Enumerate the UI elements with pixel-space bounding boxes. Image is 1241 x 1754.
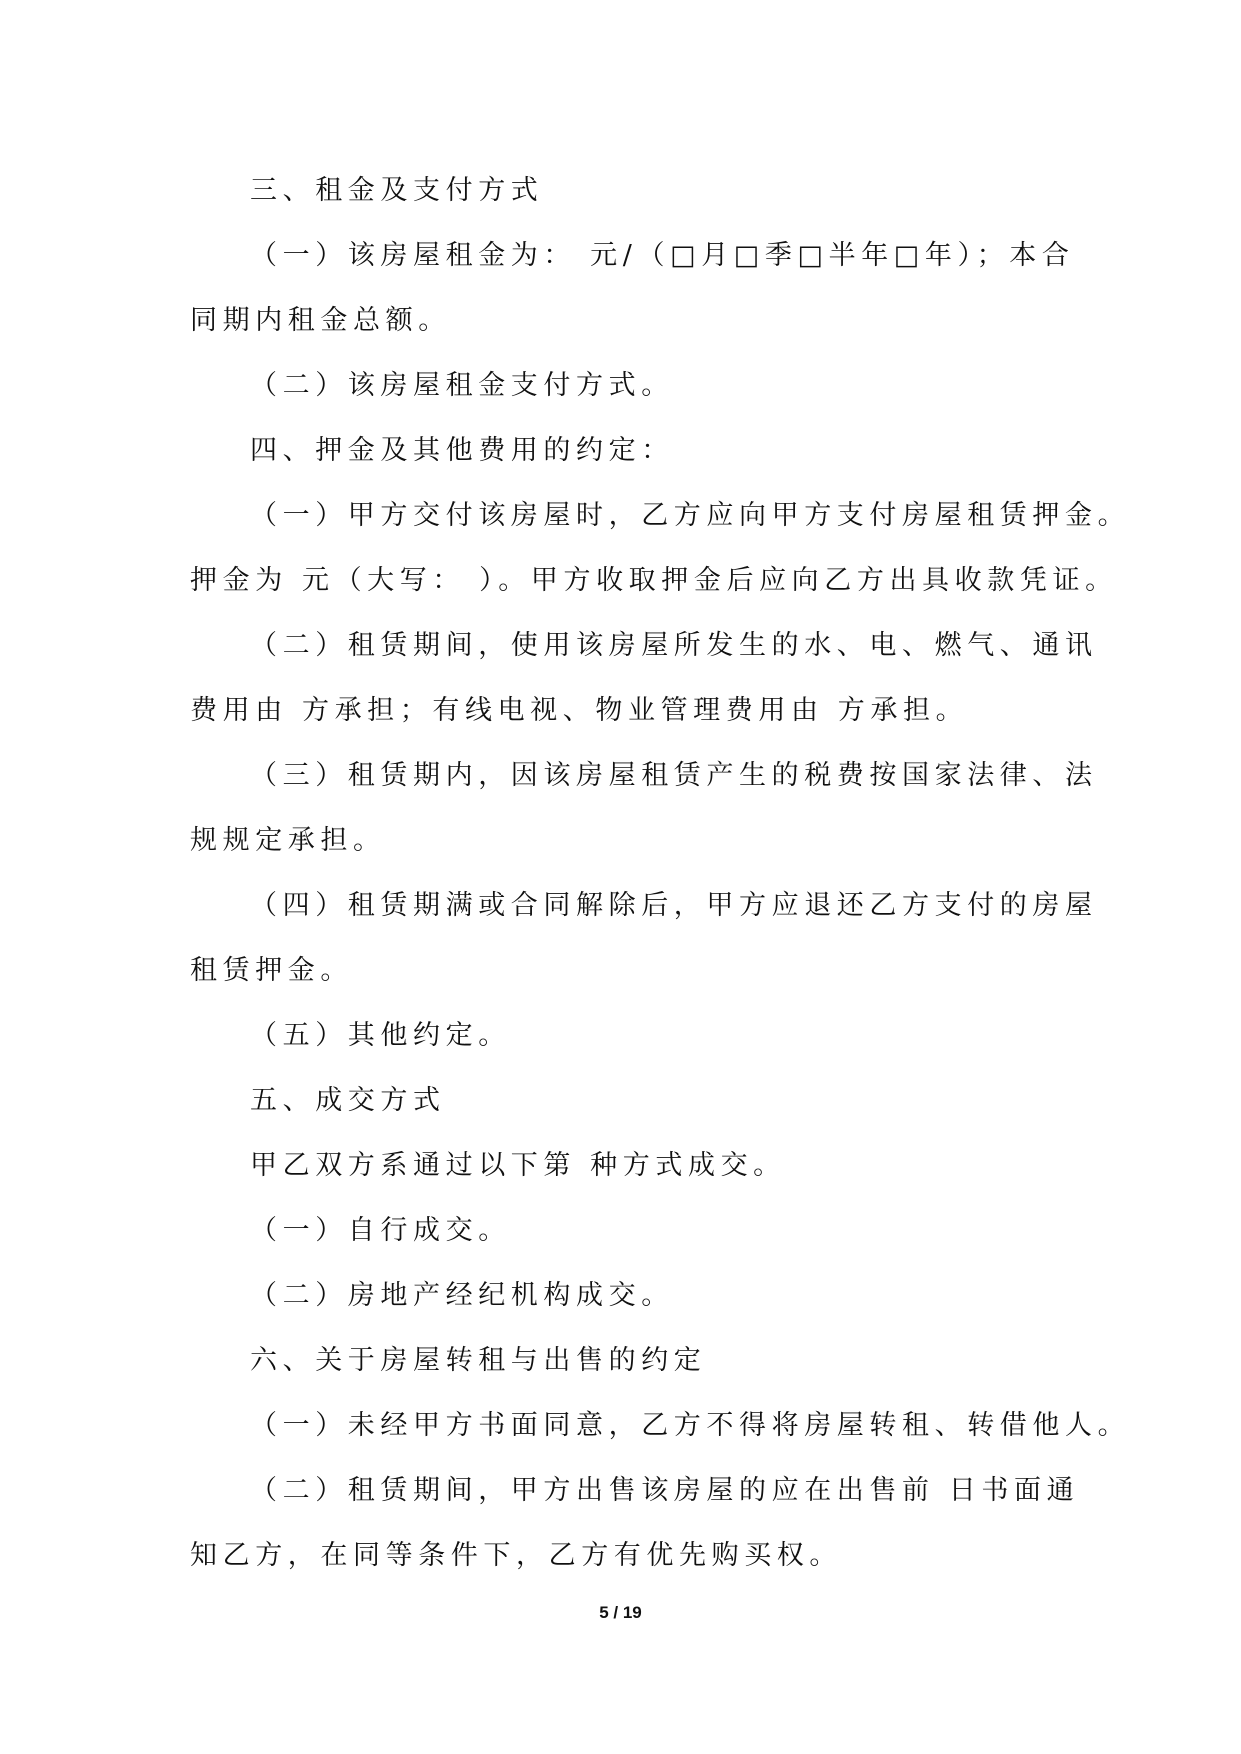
paragraph-line: （二）房地产经纪机构成交。 xyxy=(250,1280,674,1311)
paragraph-line: （一）未经甲方书面同意，乙方不得将房屋转租、转借他人。 xyxy=(250,1410,1131,1441)
section-heading-sublease: 六、关于房屋转租与出售的约定 xyxy=(250,1345,707,1376)
paragraph-line: 租赁押金。 xyxy=(190,955,353,986)
paragraph-line: 规规定承担。 xyxy=(190,825,386,856)
paragraph-line: 甲乙双方系通过以下第 种方式成交。 xyxy=(250,1150,786,1181)
paragraph-line: （二）租赁期间，甲方出售该房屋的应在出售前 日书面通 xyxy=(250,1475,1080,1506)
paragraph-line: 同期内租金总额。 xyxy=(190,305,451,336)
paragraph-line: 知乙方，在同等条件下，乙方有优先购买权。 xyxy=(190,1540,842,1571)
paragraph-line: （三）租赁期内，因该房屋租赁产生的税费按国家法律、法 xyxy=(250,760,1098,791)
document-body xyxy=(190,158,1131,1588)
paragraph-line: （五）其他约定。 xyxy=(250,1020,511,1051)
paragraph-line: （一）自行成交。 xyxy=(250,1215,511,1246)
paragraph-line: 费用由 方承担；有线电视、物业管理费用由 方承担。 xyxy=(190,695,969,726)
section-heading-rent: 三、租金及支付方式 xyxy=(250,175,544,206)
paragraph-line: （一）该房屋租金为： 元/（□月□季□半年□年）；本合 xyxy=(250,240,1075,271)
paragraph-line: （一）甲方交付该房屋时，乙方应向甲方支付房屋租赁押金。 xyxy=(250,500,1131,531)
section-heading-transaction: 五、成交方式 xyxy=(250,1085,446,1116)
paragraph-line: 押金为 元（大写： ）。甲方收取押金后应向乙方出具收款凭证。 xyxy=(190,565,1118,596)
paragraph-line: （二）租赁期间，使用该房屋所发生的水、电、燃气、通讯 xyxy=(250,630,1098,661)
paragraph-line: （二）该房屋租金支付方式。 xyxy=(250,370,674,401)
section-heading-deposit: 四、押金及其他费用的约定： xyxy=(250,435,674,466)
page-number: 5 / 19 xyxy=(599,1603,642,1622)
paragraph-line: （四）租赁期满或合同解除后，甲方应退还乙方支付的房屋 xyxy=(250,890,1098,921)
